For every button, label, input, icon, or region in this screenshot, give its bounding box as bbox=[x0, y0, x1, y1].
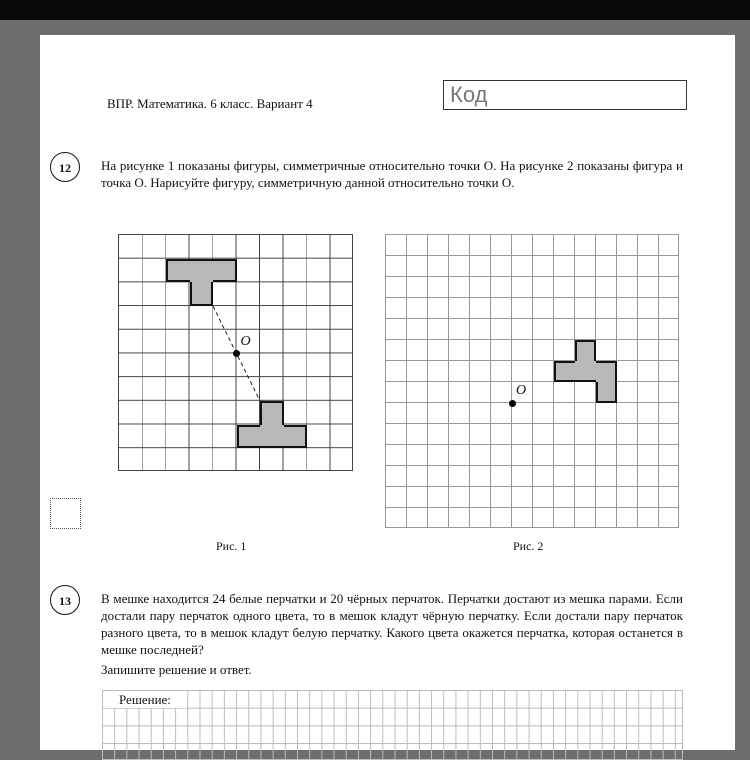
point-o-label: O bbox=[516, 383, 527, 398]
shaded-cell bbox=[575, 361, 596, 382]
shaded-cell bbox=[554, 361, 575, 382]
solution-label: Решение: bbox=[103, 691, 187, 708]
point-o bbox=[509, 400, 516, 407]
figure-2-caption: Рис. 2 bbox=[513, 539, 544, 553]
symmetry-dashed-line bbox=[119, 235, 352, 470]
top-bar bbox=[0, 0, 750, 20]
task-13-instruction: Запишите решение и ответ. bbox=[101, 662, 252, 677]
figure-1-caption: Рис. 1 bbox=[216, 539, 247, 553]
shaded-cell bbox=[575, 340, 596, 361]
worksheet-title: ВПР. Математика. 6 класс. Вариант 4 bbox=[107, 96, 313, 111]
code-field[interactable]: Код bbox=[443, 80, 687, 110]
task-12-text: На рисунке 1 показаны фигуры, симметричные относительно точки O. На рисунке 2 показаны фигура и точка O. Нарисуйте фигуру, симметричную данной относительно точки O. bbox=[101, 158, 683, 190]
point-o-label: O bbox=[240, 333, 251, 349]
task-number-12: 12 bbox=[50, 152, 80, 182]
shaded-cell bbox=[596, 361, 617, 382]
shaded-cell bbox=[596, 382, 617, 403]
score-box[interactable] bbox=[50, 498, 81, 529]
task-number-13: 13 bbox=[50, 585, 80, 615]
figure-1-grid bbox=[118, 234, 353, 471]
figure-2-grid[interactable] bbox=[385, 234, 679, 528]
task-13-text: В мешке находится 24 белые перчатки и 20 чёрных перчаток. Перчатки достают из мешка парами. Если достали пару перчаток одного цвета, то в мешок кладут чёрную перчатку. Если достали пару перчаток разного цвета, то в мешок кладут белую перчатку. Какого цвета окажется перчатка, которая останется в мешке последней? bbox=[101, 591, 683, 657]
